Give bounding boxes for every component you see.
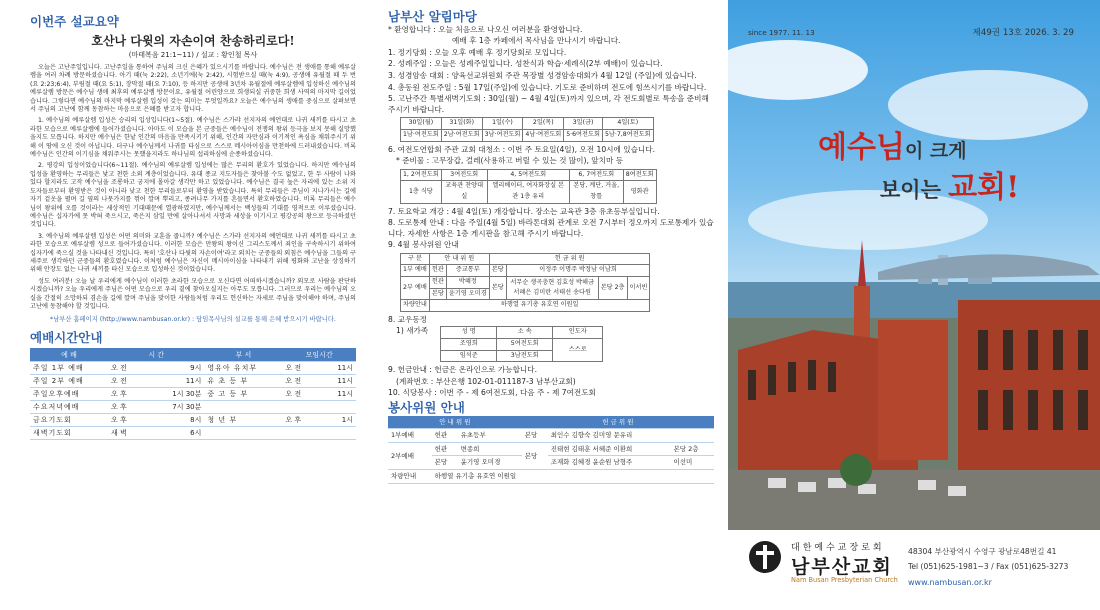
cover-heading-line1: 예수님이 크게 [818, 130, 967, 165]
church-english-name: Nam Busan Presbyterian Church [791, 576, 898, 584]
news-item: 4. 총동원 전도주일 : 5월 17일(주일)에 있습니다. 기도로 준비하며 전도에 힘쓰시기를 바랍니다. [388, 82, 707, 92]
since-date: since 1977. 11. 13 [748, 28, 815, 37]
cover-photo [728, 0, 1100, 530]
sermon-column [0, 0, 370, 610]
phone-fax: Tel (051)625-1981~3 / Fax (051)625-3273 [908, 562, 1069, 571]
worship-header: 시 간 [108, 348, 204, 361]
table-row: 주일 1부 예배 오 전 9시 영유아 유치부 오 전 11시 [30, 361, 356, 374]
worship-header: 예 배 [30, 348, 108, 361]
new-family-label: 1) 새가족 [396, 326, 429, 336]
table-row: 주일 2부 예배 오 전 11시 유 초 등 부 오 전 11시 [30, 374, 356, 387]
news-item: 8. 도로통제 안내 : 다음 주일(4월 5일) 바라톤대회 관계로 오전 7시부터 정오까지 도로통제가 있습니다. 자세한 사항은 1층 게시판을 참고해 주시기 바랍니다. [388, 218, 714, 238]
member-table: 성 명 소 속 인도자 조영희 5여전도회 스스로 임석준 3남전도회 [440, 326, 603, 362]
website-link[interactable]: www.nambusan.or.kr [908, 578, 992, 587]
worship-table [30, 348, 356, 440]
news-item: 2. 성례주일 : 오늘은 성례주일입니다. 성찬식과 학습·세례식(2부 예배)이 있습니다. [388, 59, 663, 69]
offering-line: 9. 헌금안내 : 헌금은 온라인으로 가능합니다. [388, 365, 537, 375]
news-item: 9. 4월 봉사위원 안내 [388, 240, 459, 250]
news-section-title: 남부산 알림마당 [388, 9, 477, 24]
cover-panel [728, 0, 1100, 610]
news-item: 6. 여전도연합회 주관 교회 대청소 : 이번 주 토요일(4일), 오전 10시에 있습니다. [388, 144, 655, 154]
issue-info: 제49권 13호 2026. 3. 29 [972, 28, 1074, 38]
sermon-paragraph: 오늘은 고난주일입니다. 고난주일을 통하여 주님의 크신 은혜가 있으시기를 바랍니다. 예수님은 전 생애를 통해 예루살렘을 여러 차례 방문하셨습니다. 아기 때(눅 2:22), 소년기에(눅 2:42), 시험받으실 때(눅 4:9), 공생애 유월절 때 두 번(요 2:23;6:4), 부림절 때(요 5:1), 장막절 때(요 7:10), 등 하지만 공생애 3년차 유월절에 예루살렘에 입성하신 예수님의 예루살렘 방문은 예수님 생애 최후의 예루살렘 방문이요, 유월절 어린양으로 희생되실 귀중한 희생 사역의 마지막 길이었습니다. 그렇다면 예수님의 마지막 예루살렘 입성이 갖는 의미는 무엇일까요? 오늘은 예수님의 생애를 중심으로 살펴보면서 주님의 고난에 함께 동참하는 마음으로 은혜를 받고자 합니다. [30, 64, 356, 114]
sermon-paragraph: 1. 예수님의 예루살렘 입성은 승리의 입성입니다(1~5절). 예수님은 스가랴 선지자의 예언대로 나귀 새끼를 타시고 초라한 모습으로 예루살렘에 들어가셨습니다. 아마도 이 모습을 본 군중들은 예수님이 전쟁의 왕위 등극을 보지 못해 실망했을지도 모릅니다. 하지만 예수님은 한낱 인간의 마음을 만족시키기 위해, 인간의 자만심과 이기적인 욕심을 채워주시기 위해 이 땅에 오신 것이 아닙니다. 더구나 예수님께서 나귀를 타심으로 스스로 메시아이심을 만천하에 드러내셨습니다. 비록 예수님은 인간의 이기심을 채워주시는 못했을지라도 하나님의 섭리하심에 순종하셨습니다. [30, 117, 356, 159]
address: 48304 부산광역시 수영구 광남로48번길 41 [908, 547, 1057, 556]
worship-header: 모임시간 [282, 348, 356, 361]
news-column [378, 0, 720, 610]
church-logo-icon [748, 540, 782, 574]
meal-line: 10. 식당봉사 : 이번 주 - 제 6여전도회, 다음 주 - 제 7여전도회 [388, 388, 596, 398]
sermon-title: 호산나 다윗의 자손이여 찬송하리로다! [91, 34, 295, 48]
prayer-table: 30일(월) 31일(화) 1일(수) 2일(목) 3일(금) 4일(토) 1남·여전도회 2남·여전도회 3남·여전도회 4남·여전도회 5·6여전도회 5남·7,8여전도회 [400, 117, 654, 141]
welcome-line: * 환영합니다 : 오늘 처음으로 나오신 여러분을 환영합니다. [388, 24, 583, 34]
table-row: 수요저녁예배 오 후 7시 30분 [30, 400, 356, 413]
church-building-image [728, 0, 1100, 530]
denomination: 대한예수교장로회 [791, 543, 885, 553]
sermon-paragraph: 성도 여러분! 오늘 날 우리에게 예수님이 이러한 초라한 모습으로 오신다면 어떠하시겠습니까? 외모로 사람을 판단하시겠습니까? 오늘 우리에게 주님은 어떤 모습으로 우리 곁에 찾아오실지는 아무도 모릅니다. 그러므로 우리는 예수님의 오실을 간절히 소망하되 겸손을 길에 깔며 주님을 맞이한 사람들처럼 우리도 헌신하는 자세로 주님을 맞이해야 하며, 주님의 고난에 동참해야 할 것입니다. [30, 277, 356, 310]
worship-header: 부 서 [204, 348, 282, 361]
sermon-reference: (마태복음 21:1~11) / 설교 : 황인철 목사 [128, 51, 258, 59]
table-row: 주일오후예배 오 후 1시 30분 중 고 등 부 오 전 11시 [30, 387, 356, 400]
news-item: 8. 교우동정 [388, 314, 428, 324]
worship-section-title: 예배시간안내 [30, 330, 103, 346]
table-row: 새벽기도회 새 벽 6시 [30, 426, 356, 439]
welcome-line: 예배 후 1층 카페에서 목사님을 만나시기 바랍니다. [452, 36, 621, 46]
service-table: 안 내 위 원 헌 금 위 원 1부예배 헌관 유초등부 본당 최인수 김향숙 김미영 문유리 2부예배 헌관 변종희 본당 진태현 김태훈 서혜준 이환희 본당 2층 본당 윤기영 오미경 조재화 김혜경 윤순원 남형주 이선미 차량안내 하행열 유기총 유호연 이원일 [388, 416, 714, 484]
volunteer-table: 구 분 안 내 위 원 헌 금 위 원 1부 예배 헌관 증교통부 본당 이정주 이명주 박정남 이남희 2부 예배 헌관 박혜정 본당 서무순 생곡충현 김효성 박해금 서혜은 김미란 서태선 송다원 본당 2층 이서빈 본당 윤기영 오미경 차량안내 하행열 유기총 유호연 이원일 [400, 253, 650, 312]
cleaning-table: 1, 2여전도회 3여전도회 4, 5여전도회 6, 7여전도회 8여전도회 1층 식당 교육관 찬양대실 엘리베이터, 여자화장실 본관 1층 유리 본당, 계단, 거울, 창틀 영화관 [400, 169, 657, 204]
cleaning-note: * 준비물 : 고무장갑, 걸레(사용하고 버릴 수 있는 것 많이), 앞치마 등 [396, 156, 624, 166]
service-section-title: 봉사위원 안내 [388, 400, 465, 415]
news-item: 3. 성경암송 대회 : 양육선교위원회 주관 목장별 성경암송대회가 4월 12일 (주일)에 있습니다. [388, 70, 697, 80]
sermon-section-title: 이번주 설교요약 [30, 14, 119, 29]
church-name: 남부산교회 [791, 556, 893, 578]
account-line: (계좌번호 : 부산은행 102-01-011187-3 남부산교회) [396, 376, 576, 386]
church-footer [728, 530, 1100, 610]
news-item: 1. 정기당회 : 오늘 오후 예배 후 정기당회로 모입니다. [388, 47, 567, 57]
news-item: 7. 토요학교 개강 : 4월 4일(토) 개강합니다. 장소는 교육관 3층 유초등부실입니다. [388, 206, 660, 216]
cover-heading-line2: 보이는 교회! [880, 170, 1020, 205]
sermon-paragraph: 3. 예수님의 예루살렘 입성은 어떤 의미와 교훈을 줍니까? 예수님은 스가랴 선지자의 예언대로 나귀 새끼를 타시고 초라한 모습으로 예루살렘 성으로 들어가셨습니다. 이러한 모습은 만왕의 왕이신 그리스도께서 죄인을 구속하시기 위하여 십자가에 죽으실 것을 나타내신 것입니다. 특히 '호산나 다윗의 자손이여'라고 외치는 군중들의 외침은 예수님을 그들의 구세주로 생각하던 군중들의 환호였습니다. 이처럼 예수님은 자신이 메시아이심을 나타내기 위해 평화와 고난을 상징하기 위해 안장도 없는 나귀 새끼를 타신 모습으로 입성하신 것이었습니다. [30, 232, 356, 274]
homepage-note: *남부산 홈페이지 (http://www.nambusan.or.kr) : 담임목사님의 설교를 통해 은혜 받으시기 바랍니다. [50, 316, 336, 324]
sermon-paragraph: 2. 평강의 입성이었습니다(6~11절). 예수님의 예루살렘 입성에는 많은 무리의 환호가 있었습니다. 하지만 예수님의 입성을 환영하는 무리들은 낯고 천한 소외 계층이었습니다. 유대 종교 지도자들은 찾아볼 수도 없었고, 한 두 사람이 나와 있다 할지라도 고작 예수님을 조롱하고 궁지에 몰아갈 생각만 하고 있었습니다. 예수님은 결국 높은 자리에 있는 소위 지도자들로부터 환영받은 것이 아니라 낮고 천한 무리들로부터 환영을 받았습니다. 특히 무리들은 주님이 지나가시는 길에 자기 겉옷을 펼며 길 옆의 나뭇가지를 꺾어 깔며 뿌리고, 종려나무 가지를 흔들면서 환호하였습니다. 비록 무리들은 예수님이 왕위에 오를 것이라는 세상적인 기대때문에 열광하였지만, 예수님께서는 백성들의 기대를 영적으로 이루셨습니다. 예수님은 십자가에 못 박혀 죽으시고, 죽은지 삼일 만에 살아나셔서 사망과 세상을 이기시고 평강공의 왕으로 등극하셨던 것입니다. [30, 162, 356, 229]
table-row: 금요기도회 오 후 8시 청 년 부 오 후 1시 [30, 413, 356, 426]
news-item: 5. 고난주간 특별새벽기도회 : 30일(월) ~ 4월 4일(토)까지 있으며, 각 전도회별로 특송을 준비해 주시기 바랍니다. [388, 94, 709, 114]
